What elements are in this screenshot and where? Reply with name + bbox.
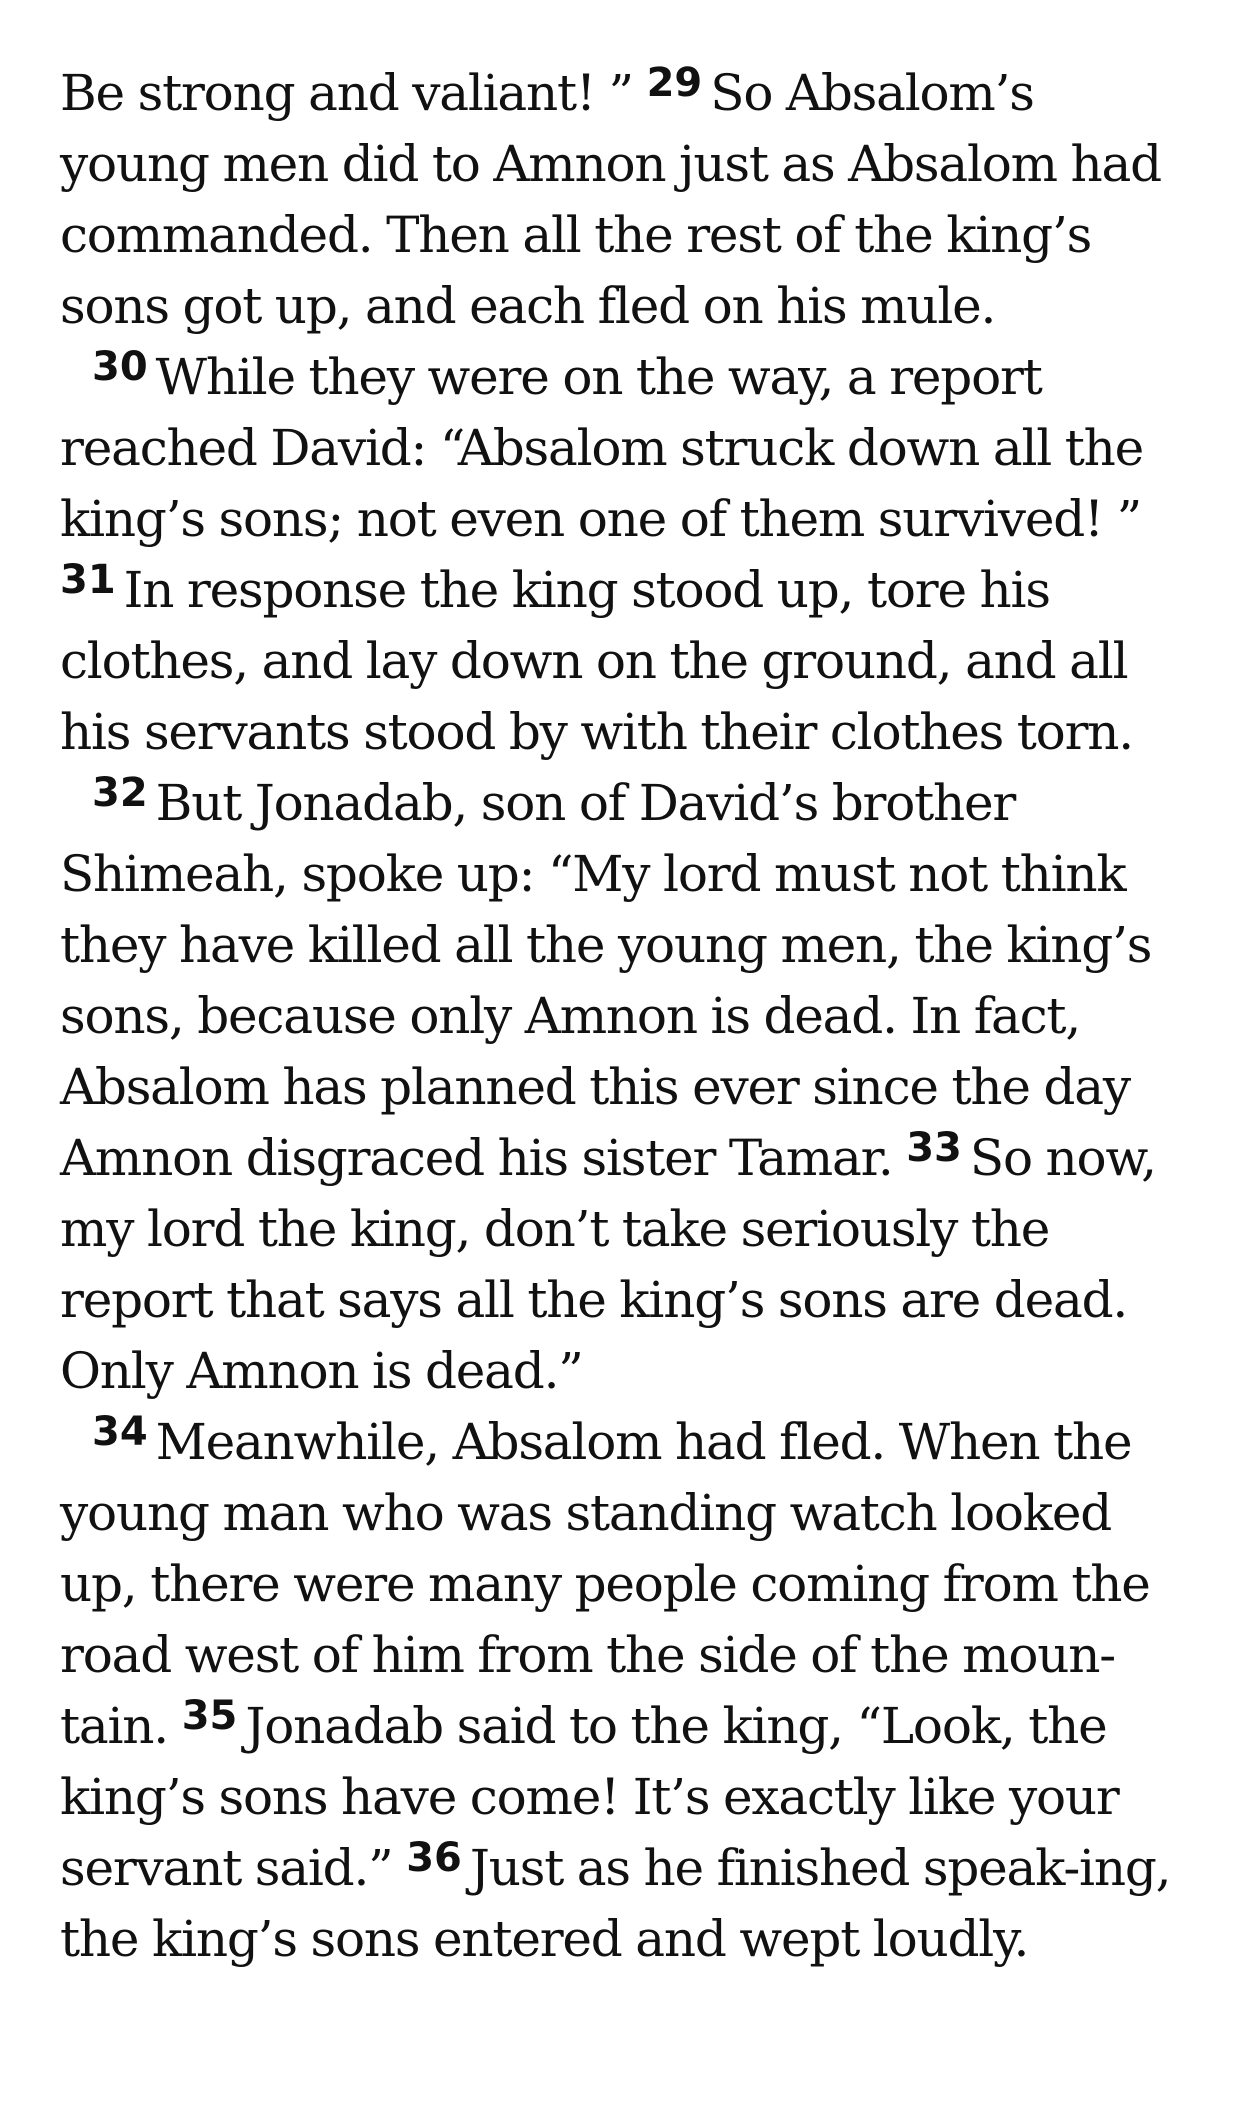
verse-text: Just as he finished speak-ing, the king’s sons entered and wept loudly. [60, 1839, 1171, 1968]
verse-text: Be strong and valiant! ” [60, 64, 647, 122]
verse-text: Jonadab said to the king, “Look, the king’s sons have come! It’s exactly like your servant said.” [60, 1697, 1119, 1897]
verse-number: 30 [92, 344, 148, 390]
verse-text: Meanwhile, Absalom had fled. When the young man who was standing watch looked up, there were many people coming from the road west of him from the side of the moun-tain. [60, 1413, 1150, 1755]
paragraph [60, 58, 1190, 342]
paragraph [60, 342, 1190, 768]
verse-text: So now, my lord the king, don’t take seriously the report that says all the king’s sons are dead. Only Amnon is dead.” [60, 1129, 1156, 1400]
paragraph [60, 1407, 1190, 1975]
verse-number: 36 [406, 1835, 462, 1881]
verse-text: While they were on the way, a report reached David: “Absalom struck down all the king’s sons; not even one of them survived! ” [60, 348, 1144, 548]
verse-number: 32 [92, 770, 148, 816]
verse-number: 33 [906, 1125, 962, 1171]
verse-text: In response the king stood up, tore his clothes, and lay down on the ground, and all his servants stood by with their clothes torn. [60, 561, 1133, 761]
verse-text: But Jonadab, son of David’s brother Shimeah, spoke up: “My lord must not think they have killed all the young men, the king’s sons, because only Amnon is dead. In fact, Absalom has planned this ever since the day Amnon disgraced his sister Tamar. [60, 774, 1152, 1187]
verse-number: 31 [60, 557, 116, 603]
scripture-text [60, 58, 1190, 1975]
verse-number: 29 [646, 60, 703, 106]
verse-number: 35 [181, 1693, 238, 1739]
paragraph [60, 768, 1190, 1407]
verse-text: So Absalom’s young men did to Amnon just as Absalom had commanded. Then all the rest of the king’s sons got up, and each fled on his mule. [60, 64, 1161, 335]
verse-number: 34 [92, 1409, 148, 1455]
